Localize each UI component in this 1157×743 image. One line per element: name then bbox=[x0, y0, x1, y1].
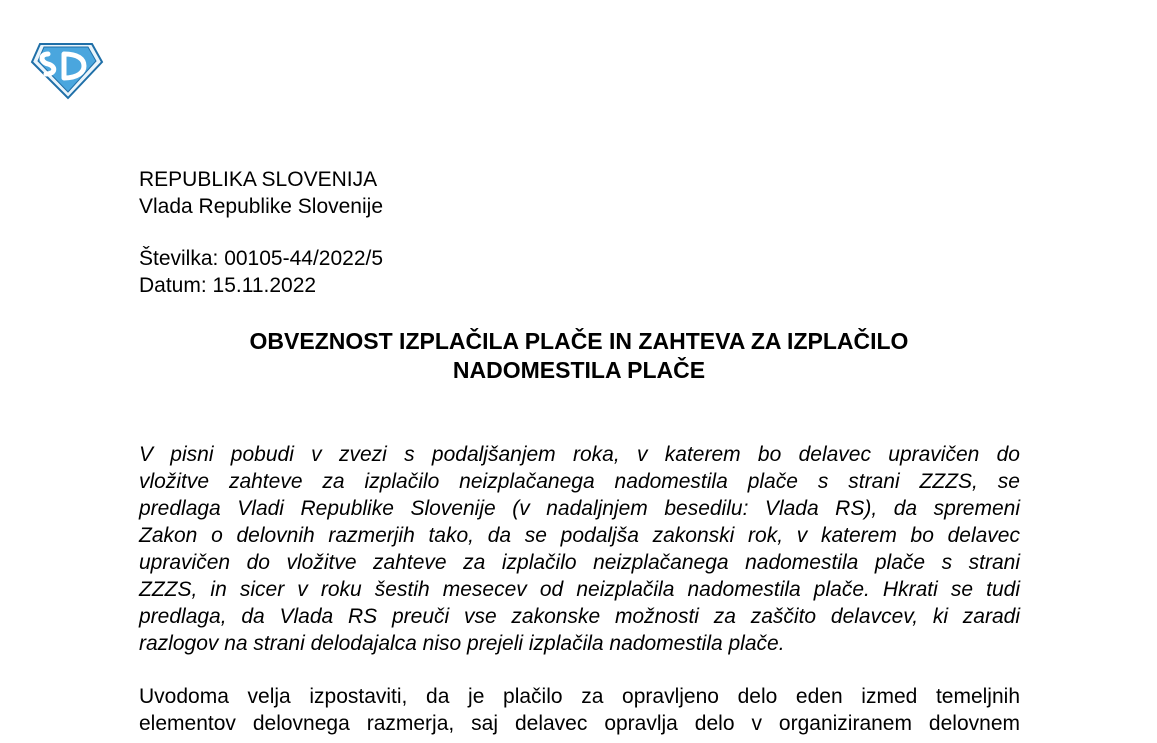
title-line-2: NADOMESTILA PLAČE bbox=[452, 357, 706, 383]
document-date: Datum: 15.11.2022 bbox=[139, 274, 317, 297]
paragraph-line: Uvodoma velja izpostaviti, da je plačilo za opravljeno delo eden izmed temeljnih bbox=[139, 685, 1020, 708]
paragraph-line: V pisni pobudi v zvezi s podaljšanjem roka, v katerem bo delavec upravičen do bbox=[139, 443, 1020, 466]
issuer-republic: REPUBLIKA SLOVENIJA bbox=[139, 168, 378, 191]
sd-logo bbox=[30, 40, 104, 100]
paragraph-introduction bbox=[139, 683, 1020, 737]
paragraph-line: vložitve zahteve za izplačilo neizplačanega nadomestila plače s strani ZZZS, se bbox=[139, 470, 1020, 493]
paragraph-line: ZZZS, in sicer v roku šestih mesecev od neizplačila nadomestila plače. Hkrati se tudi bbox=[139, 578, 1020, 601]
paragraph-line: razlogov na strani delodajalca niso prejeli izplačila nadomestila plače. bbox=[139, 632, 785, 655]
document-title bbox=[139, 327, 1019, 385]
paragraph-line: Zakon o delovnih razmerjih tako, da se podaljša zakonski rok, v katerem bo delavec bbox=[139, 524, 1020, 547]
issuer-header bbox=[139, 166, 383, 220]
paragraph-line: predlaga Vladi Republike Slovenije (v nadaljnjem besedilu: Vlada RS), da spremeni bbox=[139, 497, 1020, 520]
document-meta bbox=[139, 245, 383, 299]
paragraph-line: upravičen do vložitve zahteve za izplačilo neizplačanega nadomestila plače s strani bbox=[139, 551, 1020, 574]
paragraph-line: elementov delovnega razmerja, saj delavec opravlja delo v organiziranem delovnem bbox=[139, 712, 1020, 735]
title-line-1: OBVEZNOST IZPLAČILA PLAČE IN ZAHTEVA ZA IZPLAČILO bbox=[249, 328, 909, 354]
document-number: Številka: 00105-44/2022/5 bbox=[139, 247, 384, 270]
paragraph-initiative bbox=[139, 441, 1020, 657]
sd-diamond-logo-icon bbox=[30, 40, 104, 100]
issuer-government: Vlada Republike Slovenije bbox=[139, 195, 383, 218]
paragraph-line: predlaga, da Vlada RS preuči vse zakonske možnosti za zaščito delavcev, ki zaradi bbox=[139, 605, 1020, 628]
